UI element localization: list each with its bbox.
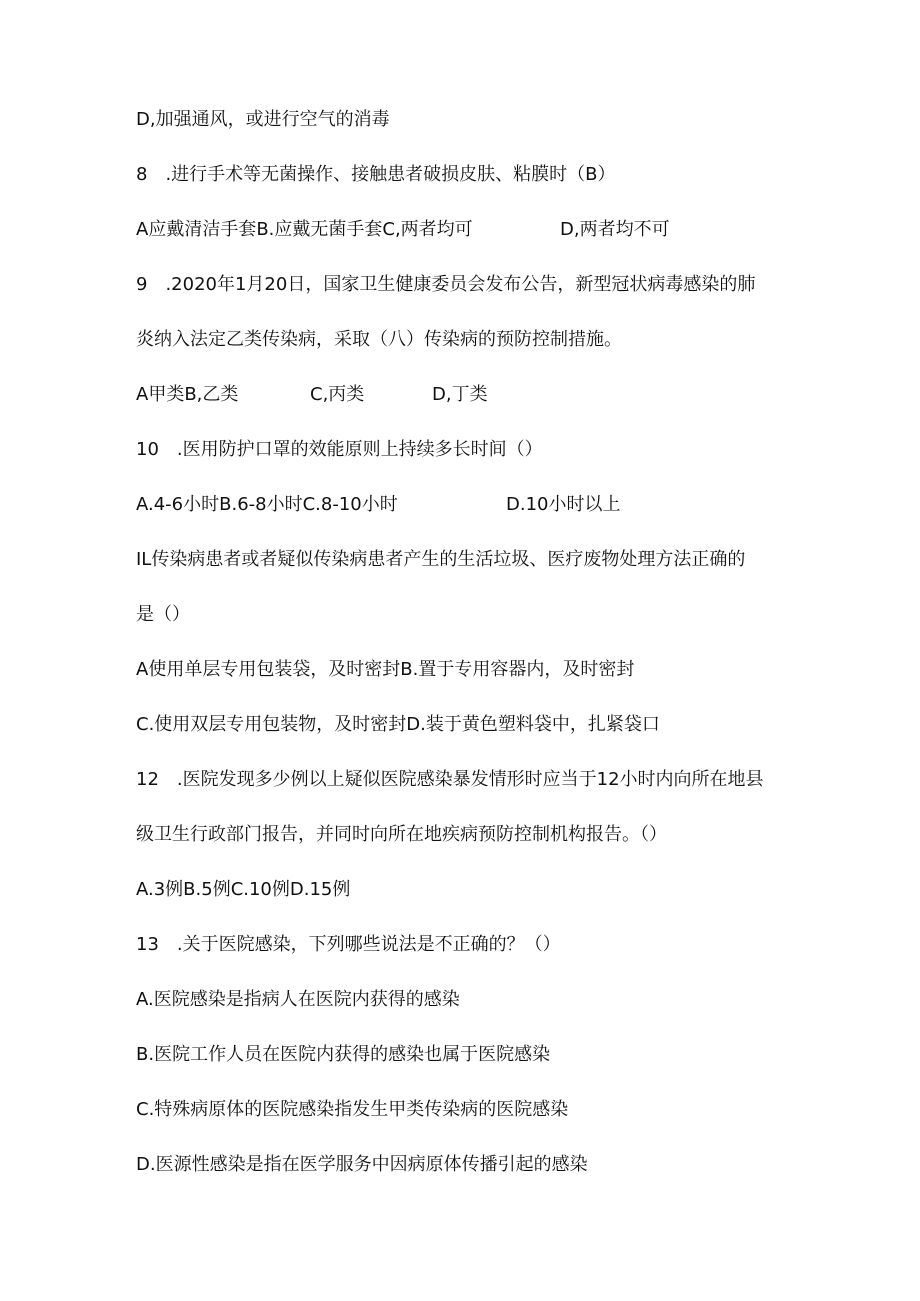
question-11-line-1: IL传染病患者或者疑似传染病患者产生的生活垃圾、医疗废物处理方法正确的 bbox=[136, 549, 746, 570]
q13-option-b: B.医院工作人员在医院内获得的感染也属于医院感染 bbox=[136, 1044, 551, 1065]
question-9-line-2: 炎纳入法定乙类传染病，采取（八）传染病的预防控制措施。 bbox=[136, 329, 622, 350]
question-11-line-2: 是（） bbox=[136, 604, 190, 625]
q10-option-d: D.10小时以上 bbox=[506, 494, 621, 515]
q11-options-cd: C.使用双层专用包装物，及时密封D.装于黄色塑料袋中，扎紧袋口 bbox=[136, 714, 660, 735]
q9-options-ab: A甲类B,乙类 bbox=[136, 384, 239, 405]
question-12-line-2: 级卫生行政部门报告，并同时向所在地疾病预防控制机构报告。（） bbox=[136, 824, 667, 845]
question-8: 8 .进行手术等无菌操作、接触患者破损皮肤、粘膜时（B） bbox=[136, 164, 616, 185]
q10-options-abc: A.4-6小时B.6-8小时C.8-10小时 bbox=[136, 494, 398, 515]
q11-options-ab: A使用单层专用包装袋，及时密封B.置于专用容器内，及时密封 bbox=[136, 659, 635, 680]
question-9-line-1: 9 .2020年1月20日，国家卫生健康委员会发布公告，新型冠状病毒感染的肺 bbox=[136, 274, 756, 295]
q13-option-d: D.医源性感染是指在医学服务中因病原体传播引起的感染 bbox=[136, 1154, 588, 1175]
question-10: 10 .医用防护口罩的效能原则上持续多长时间（） bbox=[136, 439, 543, 460]
q9-option-c: C,丙类 bbox=[310, 384, 365, 405]
q13-option-a: A.医院感染是指病人在医院内获得的感染 bbox=[136, 989, 460, 1010]
q7-option-d: D,加强通风，或进行空气的消毒 bbox=[136, 109, 390, 130]
question-13: 13 .关于医院感染，下列哪些说法是不正确的？（） bbox=[136, 934, 561, 955]
question-12-line-1: 12 .医院发现多少例以上疑似医院感染暴发情形时应当于12小时内向所在地县 bbox=[136, 769, 764, 790]
q8-option-d: D,两者均不可 bbox=[560, 219, 670, 240]
q8-options-abc: A应戴清洁手套B.应戴无菌手套C,两者均可 bbox=[136, 219, 473, 240]
q9-option-d: D,丁类 bbox=[432, 384, 488, 405]
q12-options: A.3例B.5例C.10例D.15例 bbox=[136, 879, 351, 900]
q13-option-c: C.特殊病原体的医院感染指发生甲类传染病的医院感染 bbox=[136, 1099, 569, 1120]
